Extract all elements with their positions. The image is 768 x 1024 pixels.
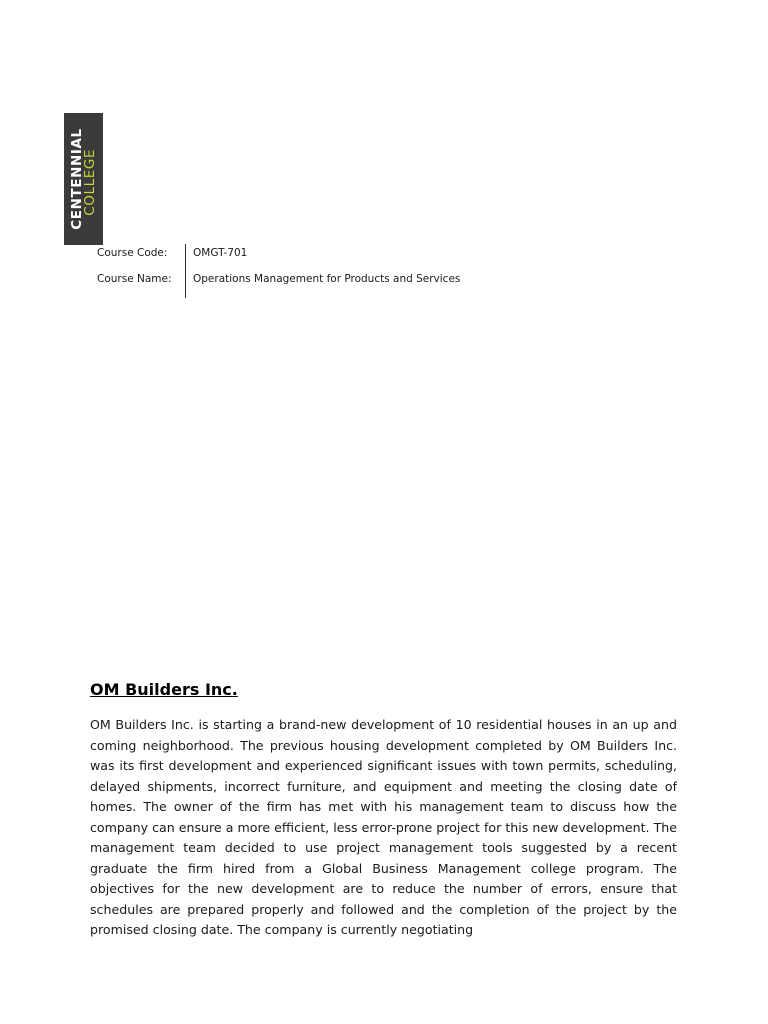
college-logo (64, 113, 103, 245)
course-code-value: OMGT-701 (193, 247, 248, 259)
course-name-value: Operations Management for Products and Services (193, 273, 461, 285)
section-title: OM Builders Inc. (90, 680, 238, 699)
course-table-divider (185, 244, 186, 298)
logo-line-college: COLLEGE (81, 148, 98, 216)
logo-line-centennial: CENTENNIAL (68, 128, 85, 230)
course-info-table (97, 244, 517, 298)
logo-wordmark (68, 128, 98, 230)
course-code-label: Course Code: (97, 247, 168, 259)
body-paragraph: OM Builders Inc. is starting a brand-new development of 10 residential houses in an up and coming neighborhood. The previous housing development completed by OM Builders Inc. was its first development and experienced significant issues with town permits, scheduling, delayed shipments, incorrect furniture, and equipment and meeting the closing date of homes. The owner of the firm has met with his management team to discuss how the company can ensure a more efficient, less error-prone project for this new development. The management team decided to use project management tools suggested by a recent graduate the firm hired from a Global Business Management college program. The objectives for the new development are to reduce the number of errors, ensure that schedules are prepared properly and followed and the completion of the project by the promised closing date. The company is currently negotiating (90, 717, 677, 937)
course-name-label: Course Name: (97, 273, 172, 285)
